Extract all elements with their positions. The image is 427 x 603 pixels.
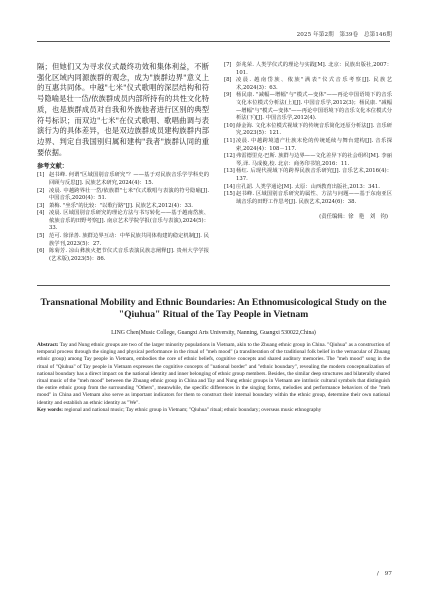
reference-number: [2]	[37, 187, 45, 194]
journal-issue-header: 2025 年第2期 第39卷 总第146期	[296, 32, 392, 38]
english-abstract	[37, 342, 390, 407]
reference-text: 凌晨. 区域国别音乐研究的理论方法与书写转化——基于越南岱族、侬族音乐的田野考察[J]. 南京艺术学院学报(音乐与表演),2024(5)：33.	[49, 210, 209, 232]
reference-number: [7]	[224, 62, 232, 68]
reference-number: [11]	[224, 137, 235, 144]
reference-item	[37, 210, 209, 233]
reference-text: 弗雷德里克·巴斯. 族群与边界——文化差异下的社会组织[M]. 李丽琴,译. 马成俊,校. 北京：商务印书馆,2016：11.	[236, 153, 392, 167]
reference-number: [15]	[224, 191, 235, 198]
references-heading: 参考文献：	[37, 163, 68, 171]
english-author: LING Chen(Music College, Guangxi Arts University, Nanning, Guangxi 530022,China)	[111, 330, 316, 336]
reference-item	[37, 233, 209, 248]
reference-text: 赵书峰. 何谓"区域国别音乐研究"？——基于对民族音乐学学科史的回顾与反思[J]. 民族艺术研究,2024(4)：15.	[49, 172, 209, 186]
reference-text: 赵书峰. 区域国别音乐研究的属性、方法与问题——基于东南亚区域音乐的田野工作思考[J]. 民族艺术,2024(6)：38.	[236, 191, 392, 205]
reference-item	[37, 172, 209, 187]
reference-item	[224, 184, 392, 192]
editor-credit: (责任编辑：徐 艳 刘 钧)	[319, 214, 388, 221]
reference-number: [10]	[224, 122, 235, 129]
body-paragraph: 隔；但她们又为寻求仪式最终功效和集体利益，不断强化区域内同源族群的观念，成为"族群边界"意义上的互惠共同体。中越"七米"仪式歌唱的深层结构和符号隐喻是壮一岱/依族群成员内部所持有的共性文化特质，也是族群成员对自我和外族他者进行区别的典型符号标识；而双边"七米"在仪式歌唱、歌唱曲调与表演行为的具体差异，也是双边族群成员建构族群内部边界、判定自我国别归属和建构"我者"族群认同的重要依据。	[37, 62, 209, 157]
reference-text: 杨红. 后现代视域下的跨界民族音乐研究[J]. 音乐艺术,2016(4)：137.	[236, 168, 392, 182]
reference-number: [13]	[224, 168, 235, 175]
reference-number: [14]	[224, 183, 235, 190]
reference-item	[224, 153, 392, 168]
references-list-continued	[224, 62, 392, 206]
abstract-text: Tay and Nung ethnic groups are two of the larger minority populations in Vietnam, akin to the Zhuang ethnic group in China. "Qiuhua" as a construction of temporal process through the singing and physical performance in the ritual of "meh mood" (a transliteration of the traditional folk belief in the vernacular of Zhuang ethnic group) among Tay people in Vietnam, embodies the core of ethnic beliefs, cognitive concepts and shared auditory memories. The "meh mood" song in the ritual of "Qiuhua" of Tay people in Vietnam expresses the cognitive concepts of "national border" and "ethnic boundary", revealing the modern conceptualization of national boundary has a direct impact on the national identity and inner belonging of ethnic group members. Besides, the similar deep structures and bilaterally shared ritual music of the "meh mood" between the Zhuang ethnic group in China and Tay and Nung ethnic groups in Vietnam are intrinsic cultural symbols that distinguish the entire ethnic group from the surrounding "Others", meanwhile, the specific differences in the singing forms, melodies and performance behaviors of the "meh mood" in China and Vietnam also serve as important indicators for them to construct their internal boundary within the ethnic group, determine their own national identity and establish an ethnic identity as "We".	[37, 342, 390, 406]
reference-item	[37, 248, 209, 263]
reference-number: [6]	[37, 248, 45, 255]
reference-text: 陈菊芳. 凉山彝族火把节仪式音乐表演民族志阐释[J]. 贵州大学学报(艺术版),2023(5)：86.	[49, 248, 209, 262]
abstract-label: Abstract:	[37, 342, 59, 348]
english-abstract-block	[37, 297, 390, 414]
reference-text: 杨民康. "减幅—增幅"与"模式—变体"——再论中国语境下的音乐文化本位模式分析法(上)[J]. 中国音乐学,2012(3)；杨民康. "减幅—增幅"与"模式—变体"——再论中国语境下的音乐文化本位模式分析法(下)[J]. 中国音乐学,2012(4).	[236, 92, 392, 122]
english-keywords	[37, 407, 390, 414]
reference-text: 庄孔韶. 人类学通论[M]. 太原：山西教育出版社,2013：341.	[236, 183, 380, 190]
reference-item	[224, 62, 392, 77]
english-title: Transnational Mobility and Ethnic Boundaries: An Ethnomusicological Study on the "Qiuhua" Ritual of the Tay People in Vietnam	[40, 297, 387, 320]
reference-number: [3]	[37, 202, 45, 209]
page-number: / 97	[376, 571, 392, 577]
reference-text: 萧梅. "坐乐"的比较："以歌行路"[J]. 民族艺术,2012(4)：33.	[49, 202, 193, 209]
left-column	[37, 62, 209, 263]
reference-item	[224, 77, 392, 92]
reference-text: 范可. 徐泽善. 族群边界互动：中华民族共同体构建的稳定机制[J]. 民族学刊,2023(5)：27.	[49, 233, 209, 247]
keywords-text: regional and national music; Tay ethnic group in Vietnam; "Qiuhua" ritual; ethnic boundary; overseas music ethnography	[64, 406, 322, 413]
reference-text: 凌晨. 中越跨界壮一岱/依族群"七米"仪式歌唱与表演的符号隐喻[J]. 中国音乐,2020(4)：51.	[49, 187, 209, 202]
section-divider	[37, 285, 390, 286]
reference-text: 凌晨. 越南岱族、侬族"满表"仪式音乐考察[J]. 民族艺术,2024(3)：63.	[236, 77, 392, 91]
reference-number: [1]	[37, 172, 45, 179]
reference-number: [4]	[37, 210, 45, 217]
reference-number: [8]	[224, 77, 232, 84]
reference-number: [5]	[37, 233, 45, 240]
reference-item	[224, 168, 392, 183]
right-column	[224, 62, 392, 220]
reference-text: 薛金海. 文化本位模式视域下的传统音乐简化还原分析法[J]. 音乐研究,2023(5)：121.	[236, 122, 393, 137]
reference-number: [12]	[224, 153, 235, 160]
reference-text: 彭兆荣. 人类学仪式的理论与实践[M]. 北京：民族出版社,2007：101.	[236, 62, 392, 76]
reference-item	[224, 92, 392, 122]
reference-item	[224, 138, 392, 153]
reference-number: [9]	[224, 92, 232, 99]
reference-item	[224, 123, 392, 138]
reference-item	[37, 188, 209, 203]
header-rule	[37, 41, 390, 42]
reference-item	[224, 191, 392, 206]
reference-text: 凌晨. 中越跨境遗产壮族末伦的传统延续与舞台建构[J]. 音乐探索,2024(4)：108－117.	[236, 137, 392, 152]
keywords-label: Key words:	[37, 406, 64, 413]
references-list	[37, 172, 209, 263]
